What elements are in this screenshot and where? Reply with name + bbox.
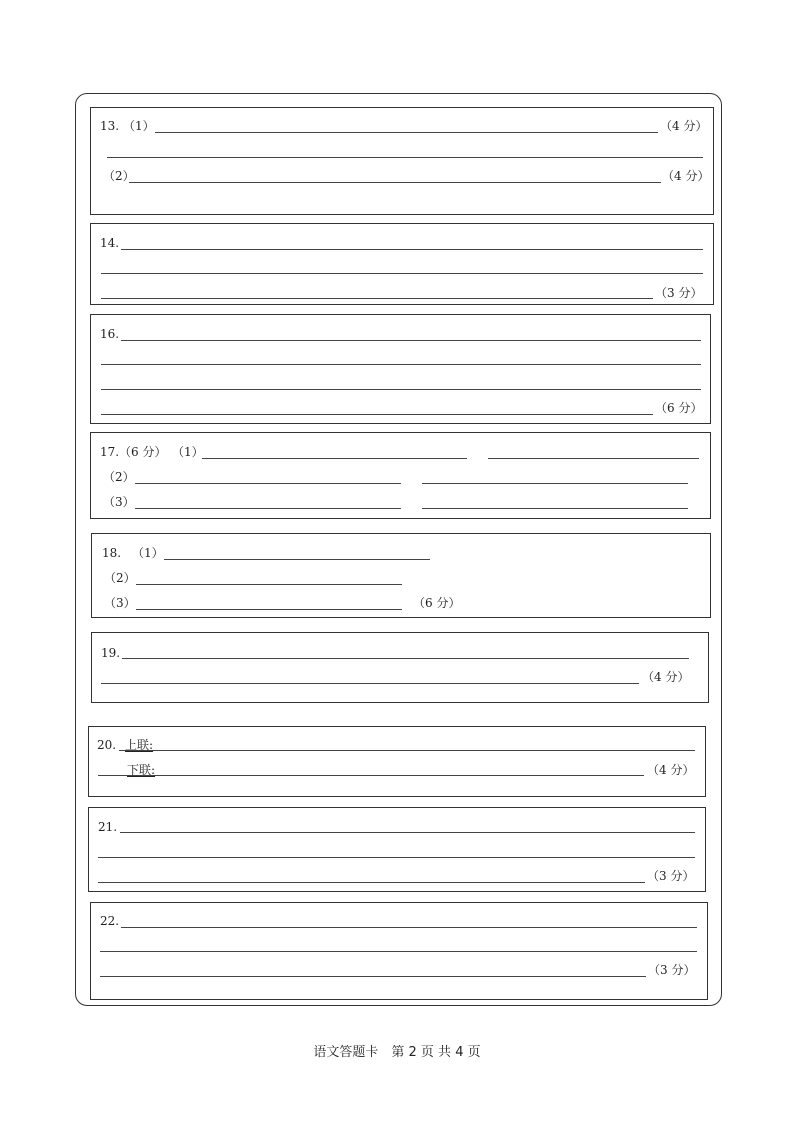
q20-lower-couplet-label: 下联: xyxy=(127,763,156,777)
q13-number: 13. xyxy=(100,119,120,133)
q18-part1-label: （1） xyxy=(132,546,164,560)
question-16-box xyxy=(90,314,711,424)
question-13-box xyxy=(90,107,714,215)
q18-part1-blank[interactable] xyxy=(164,559,430,560)
q17-part2-blank-b[interactable] xyxy=(422,483,688,484)
q16-answer-line-3[interactable] xyxy=(101,389,701,390)
q17-part2-label: （2） xyxy=(103,470,135,484)
q17-part3-blank-b[interactable] xyxy=(422,508,688,509)
q22-answer-line-1[interactable] xyxy=(121,927,697,928)
q14-answer-line-2[interactable] xyxy=(101,273,703,274)
q16-answer-line-2[interactable] xyxy=(101,364,701,365)
q18-part3-blank[interactable] xyxy=(136,609,402,610)
q18-part3-label: （3） xyxy=(104,596,136,610)
q22-answer-line-2[interactable] xyxy=(100,951,697,952)
q21-score: （3 分） xyxy=(647,869,695,883)
q13-score-1: （4 分） xyxy=(660,119,708,133)
q17-score: （6 分） xyxy=(119,445,167,459)
q21-answer-line-1[interactable] xyxy=(120,832,695,833)
page-footer: 语文答题卡 第 2 页 共 4 页 xyxy=(313,1045,481,1060)
q17-part1-blank-a[interactable] xyxy=(202,458,467,459)
question-20-box xyxy=(88,726,706,797)
q16-number: 16. xyxy=(100,327,120,341)
question-19-box xyxy=(91,632,709,703)
q17-number: 17. xyxy=(100,445,120,459)
q17-part2-blank-a[interactable] xyxy=(135,483,401,484)
q13-part1-label: （1） xyxy=(123,119,155,133)
q18-part2-blank[interactable] xyxy=(136,584,402,585)
q20-lower-couplet-line[interactable] xyxy=(98,775,644,776)
q21-number: 21. xyxy=(98,820,118,834)
q17-part1-label: （1） xyxy=(172,445,204,459)
q19-number: 19. xyxy=(101,646,121,660)
q14-answer-line-3[interactable] xyxy=(101,298,653,299)
q19-answer-line-2[interactable] xyxy=(101,683,639,684)
q20-upper-couplet-line[interactable] xyxy=(119,750,695,751)
q19-answer-line-1[interactable] xyxy=(122,658,689,659)
q22-answer-line-3[interactable] xyxy=(100,976,646,977)
q14-answer-line-1[interactable] xyxy=(121,249,703,250)
q16-score: （6 分） xyxy=(655,401,703,415)
q22-score: （3 分） xyxy=(648,963,696,977)
q13-part2-label: （2） xyxy=(103,169,135,183)
q13-answer-line-1[interactable] xyxy=(155,132,658,133)
question-21-box xyxy=(88,807,706,892)
q18-part2-label: （2） xyxy=(104,571,136,585)
question-14-box xyxy=(90,223,714,305)
q17-part1-blank-b[interactable] xyxy=(488,458,699,459)
q13-score-2: （4 分） xyxy=(662,169,710,183)
q21-answer-line-3[interactable] xyxy=(98,882,645,883)
q21-answer-line-2[interactable] xyxy=(98,857,695,858)
q19-score: （4 分） xyxy=(642,670,690,684)
q16-answer-line-1[interactable] xyxy=(121,340,701,341)
q14-number: 14. xyxy=(100,236,120,250)
q13-answer-line-3[interactable] xyxy=(129,182,661,183)
q22-number: 22. xyxy=(100,914,120,928)
q13-answer-line-2[interactable] xyxy=(107,157,703,158)
q18-score: （6 分） xyxy=(413,596,461,610)
q14-score: （3 分） xyxy=(655,286,703,300)
q20-upper-couplet-label: 上联: xyxy=(125,738,154,752)
q20-number: 20. xyxy=(97,738,117,752)
q18-number: 18. xyxy=(102,546,122,560)
q17-part3-label: （3） xyxy=(103,495,135,509)
question-18-box xyxy=(91,533,711,618)
q20-score: （4 分） xyxy=(647,763,695,777)
q17-part3-blank-a[interactable] xyxy=(135,508,401,509)
q16-answer-line-4[interactable] xyxy=(101,414,653,415)
